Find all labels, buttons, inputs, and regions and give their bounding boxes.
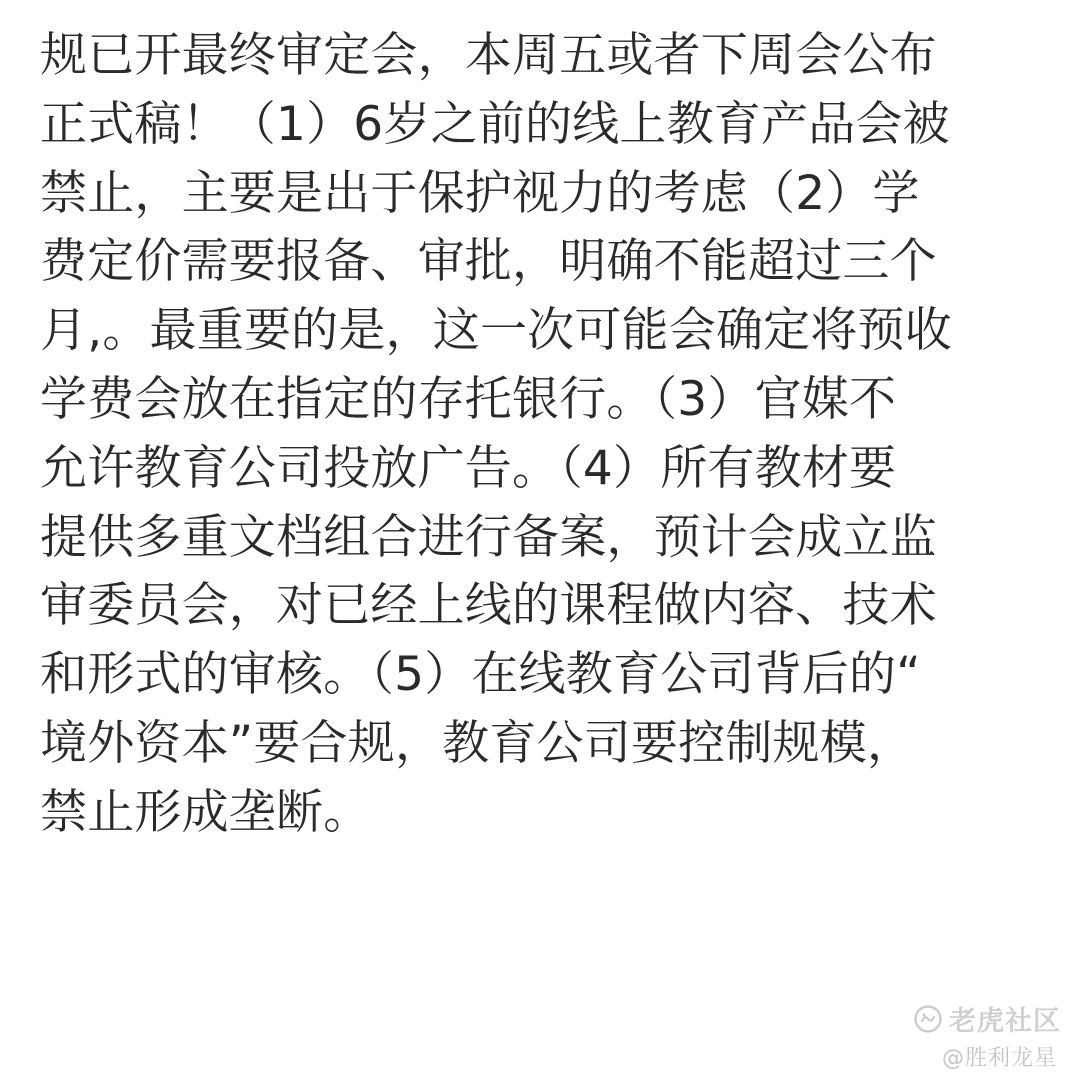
- text-line: 境外资本”要合规，教育公司要控制规模，: [40, 715, 915, 771]
- text-line: 禁止形成垄断。: [40, 784, 371, 840]
- article-text: [40, 22, 1050, 848]
- text-line: 提供多重文档组合进行备案，预计会成立监: [40, 509, 937, 565]
- text-line: 禁止，主要是出于保护视力的考虑（2）学: [40, 165, 920, 221]
- tiger-community-logo-icon: [913, 1004, 943, 1034]
- text-line: 规已开最终审定会，本周五或者下周会公布: [40, 28, 937, 83]
- text-line: 允许教育公司投放广告。（4）所有教材要: [40, 440, 897, 496]
- text-line: 学费会放在指定的存托银行。（3）官媒不: [40, 371, 897, 427]
- text-line: 月,。最重要的是，这一次可能会确定将预收: [40, 303, 952, 359]
- text-line: 审委员会，对已经上线的课程做内容、技术: [40, 578, 937, 634]
- text-line: 和形式的审核。（5）在线教育公司背后的“: [40, 647, 921, 703]
- text-line: 费定价需要报备、审批，明确不能超过三个: [40, 234, 937, 290]
- watermark-brand: 老虎社区: [949, 1006, 1061, 1037]
- watermark: [881, 999, 1061, 1069]
- watermark-brand-row: [913, 999, 1061, 1038]
- watermark-username: @胜利龙星: [941, 1046, 1057, 1071]
- text-line: 正式稿！（1）6岁之前的线上教育产品会被: [40, 96, 950, 152]
